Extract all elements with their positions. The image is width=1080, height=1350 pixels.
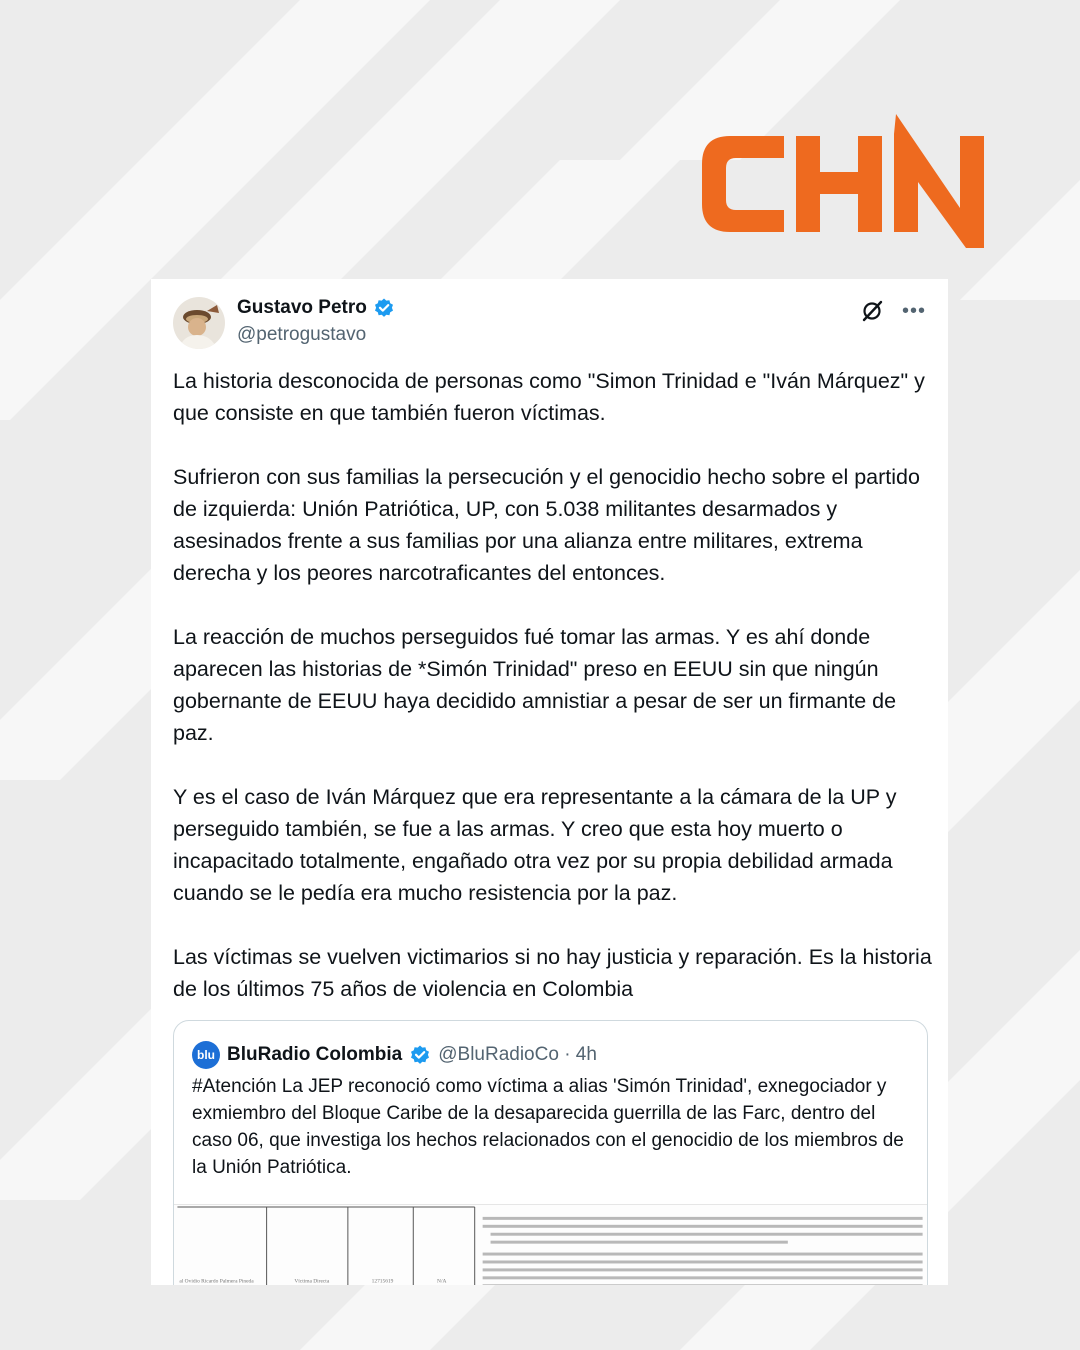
- media-cell-text: Víctima Directa: [294, 1278, 330, 1285]
- grok-icon[interactable]: [860, 299, 884, 323]
- tweet-header: [173, 293, 926, 349]
- quoted-tweet-text: #Atención La JEP reconoció como víctima a alias 'Simón Trinidad', exnegociador y exmiembro del Bloque Caribe de la desaparecida guerrilla de las Farc, dentro del caso 06, que investiga los hechos relacionados con el genocidio de los miembros de la Unión Patriótica.: [192, 1076, 904, 1178]
- quoted-tweet-media[interactable]: [174, 1204, 928, 1285]
- verified-badge-icon: [409, 1044, 431, 1066]
- media-cell-text: N/A: [437, 1278, 447, 1285]
- author-avatar[interactable]: [173, 297, 225, 349]
- media-cell-text: al Ovidio Ricardo Palmera Pineda: [179, 1278, 254, 1285]
- more-options-icon[interactable]: •••: [901, 300, 926, 322]
- tweet-paragraph: La reacción de muchos perseguidos fué tomar las armas. Y es ahí donde aparecen las historias de *Simón Trinidad" preso en EEUU sin que ningún gobernante de EEUU haya decidido amnistiar a pesar de ser un firmante de paz.: [173, 625, 897, 745]
- quoted-tweet[interactable]: [173, 1020, 928, 1285]
- quoted-author-name: BluRadio Colombia: [227, 1044, 403, 1065]
- tweet-paragraph: Sufrieron con sus familias la persecución y el genocidio hecho sobre el partido de izquierda: Unión Patriótica, UP, con 5.038 militantes desarmados y asesinados frente a sus familias por una alianza entre militares, extrema derecha y los peores narcotraficantes del entonces.: [173, 465, 920, 585]
- tweet-paragraph: Las víctimas se vuelven victimarios si no hay justicia y reparación. Es la historia de los últimos 75 años de violencia en Colombia: [173, 945, 932, 1001]
- bluradio-avatar: blu: [192, 1041, 220, 1069]
- author-name[interactable]: Gustavo Petro: [237, 297, 367, 318]
- verified-badge-icon: [373, 297, 395, 319]
- tweet-paragraph: Y es el caso de Iván Márquez que era representante a la cámara de la UP y perseguido también, se fue a las armas. Y creo que esta hoy muerto o incapacitado totalmente, engañado otra vez por su propia debilidad armada cuando se le pedía era mucho resistencia por la paz.: [173, 785, 897, 905]
- author-handle[interactable]: @petrogustavo: [237, 324, 367, 345]
- tweet-card: [151, 279, 948, 1285]
- media-cell-text: 12715619: [371, 1278, 394, 1285]
- tweet-text: [173, 365, 933, 1005]
- quoted-author-handle: @BluRadioCo · 4h: [438, 1044, 597, 1065]
- chn-logo: [698, 114, 990, 250]
- tweet-paragraph: La historia desconocida de personas como "Simon Trinidad e "Iván Márquez" y que consiste en que también fueron víctimas.: [173, 369, 925, 425]
